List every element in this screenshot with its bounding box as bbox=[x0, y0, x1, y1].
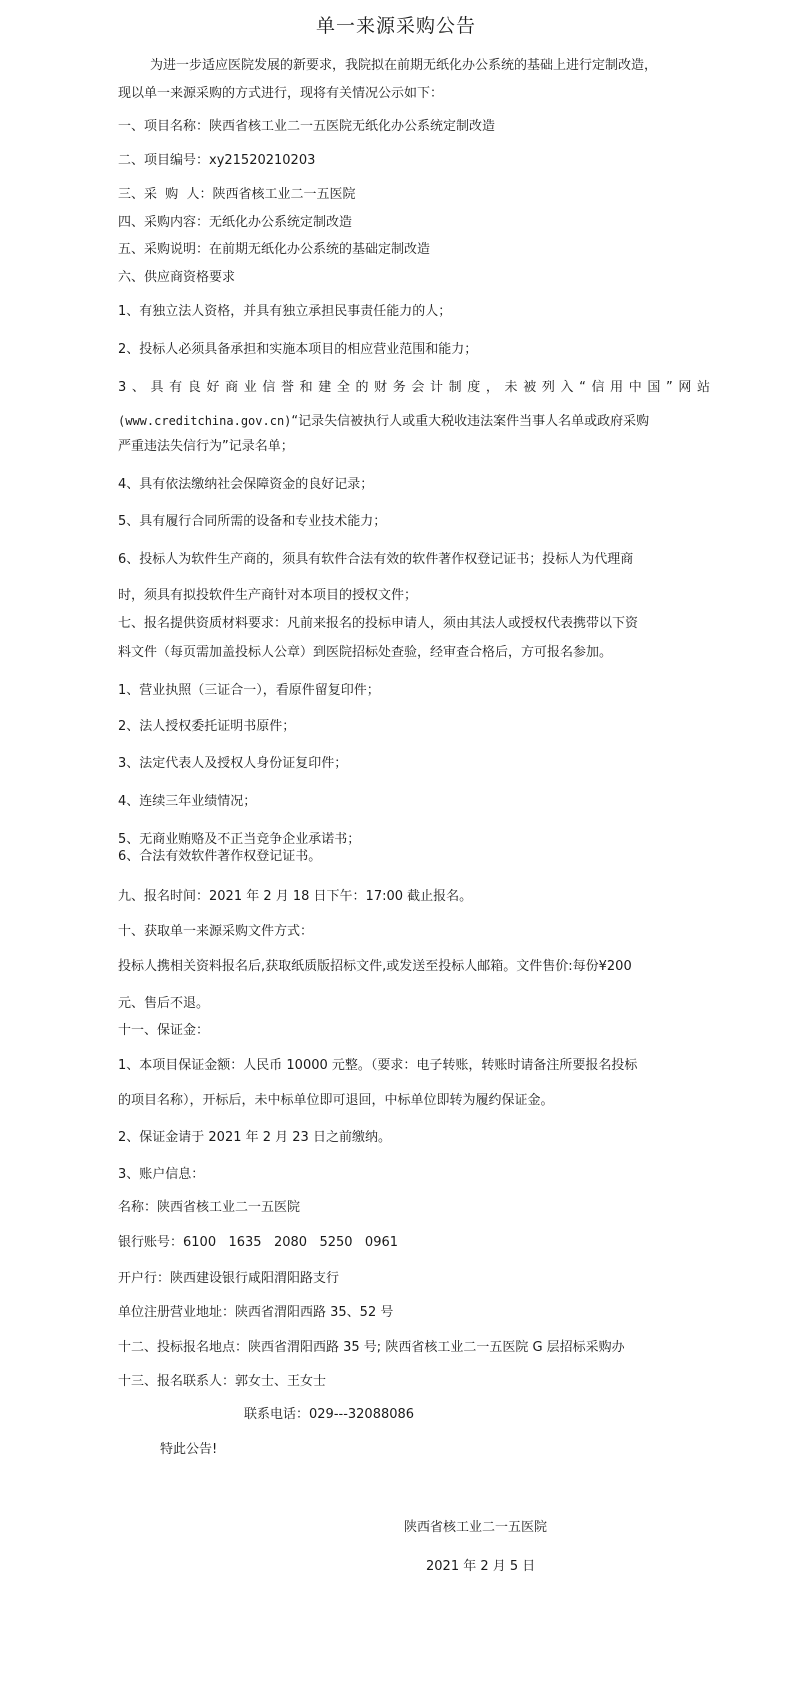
qualification-6-line-1: 6、投标人为软件生产商的，须具有软件合法有效的软件著作权登记证书；投标人为代理商 bbox=[118, 552, 634, 567]
deposit-1-line-1: 1、本项目保证金额：人民币 10000 元整。（要求：电子转账，转账时请备注所要报名投标 bbox=[118, 1058, 638, 1073]
docs-line-2: 元、售后不退。 bbox=[118, 996, 210, 1011]
closing-text: 特此公告! bbox=[160, 1442, 218, 1457]
registration-doc-5: 5、无商业贿赂及不正当竞争企业承诺书； bbox=[118, 832, 361, 847]
qualification-4: 4、具有依法缴纳社会保障资金的良好记录； bbox=[118, 477, 374, 492]
account-address: 单位注册营业地址：陕西省渭阳西路 35、52 号 bbox=[118, 1305, 394, 1320]
item-purchaser: 三、采 购 人：陕西省核工业二一五医院 bbox=[118, 187, 356, 202]
docs-heading: 十、获取单一来源采购文件方式： bbox=[118, 924, 314, 939]
qualification-1: 1、有独立法人资格，并具有独立承担民事责任能力的人； bbox=[118, 304, 452, 319]
item-project-name: 一、项目名称：陕西省核工业二一五医院无纸化办公系统定制改造 bbox=[118, 119, 496, 134]
page-title: 单一来源采购公告 bbox=[315, 15, 476, 37]
qualification-6-line-2: 时，须具有拟投软件生产商针对本项目的授权文件； bbox=[118, 588, 418, 603]
registration-heading-line-2: 料文件（每页需加盖投标人公章）到医院招标处查验，经审查合格后，方可报名参加。 bbox=[118, 645, 613, 660]
item-qualification-heading: 六、供应商资格要求 bbox=[118, 270, 236, 285]
registration-time: 九、报名时间：2021 年 2 月 18 日下午：17:00 截止报名。 bbox=[118, 889, 473, 904]
deposit-1-line-2: 的项目名称），开标后，未中标单位即可退回，中标单位即转为履约保证金。 bbox=[118, 1093, 554, 1108]
item-content: 四、采购内容：无纸化办公系统定制改造 bbox=[118, 215, 353, 230]
intro-line-2: 现以单一来源采购的方式进行，现将有关情况公示如下： bbox=[118, 86, 444, 101]
item-description: 五、采购说明：在前期无纸化办公系统的基础定制改造 bbox=[118, 242, 431, 257]
registration-location: 十二、投标报名地点：陕西省渭阳西路 35 号; 陕西省核工业二一五医院 G 层招标采购办 bbox=[118, 1340, 625, 1355]
contact-heading: 十三、报名联系人：郭女士、王女士 bbox=[118, 1374, 327, 1389]
signature-date: 2021 年 2 月 5 日 bbox=[426, 1559, 536, 1574]
signature-org: 陕西省核工业二一五医院 bbox=[404, 1520, 548, 1535]
deposit-3: 3、账户信息： bbox=[118, 1167, 205, 1182]
registration-doc-4: 4、连续三年业绩情况； bbox=[118, 794, 257, 809]
registration-doc-3: 3、法定代表人及授权人身份证复印件； bbox=[118, 756, 348, 771]
account-bank: 开户行：陕西建设银行咸阳渭阳路支行 bbox=[118, 1271, 340, 1286]
creditchina-url: (www.creditchina.gov.cn) bbox=[118, 414, 292, 428]
account-name: 名称：陕西省核工业二一五医院 bbox=[118, 1200, 301, 1215]
qualification-5: 5、具有履行合同所需的设备和专业技术能力； bbox=[118, 514, 387, 529]
registration-heading-line-1: 七、报名提供资质材料要求：凡前来报名的投标申请人，须由其法人或授权代表携带以下资 bbox=[118, 616, 639, 631]
qualification-3-line-3: 严重违法失信行为”记录名单； bbox=[118, 439, 294, 454]
docs-line-1: 投标人携相关资料报名后,获取纸质版招标文件,或发送至投标人邮箱。文件售价:每份¥200 bbox=[118, 959, 632, 974]
item-project-number: 二、项目编号：xy21520210203 bbox=[118, 153, 316, 168]
qualification-3-line-1: 3、具有良好商业信誉和建全的财务会计制度，未被列入“信用中国”网站 bbox=[118, 380, 710, 395]
registration-doc-2: 2、法人授权委托证明书原件； bbox=[118, 719, 296, 734]
deposit-2: 2、保证金请于 2021 年 2 月 23 日之前缴纳。 bbox=[118, 1130, 391, 1145]
qualification-3-line-2: (www.creditchina.gov.cn)“记录失信被执行人或重大税收违法案件当事人名单或政府采购 bbox=[118, 414, 650, 429]
registration-doc-1: 1、营业执照（三证合一），看原件留复印件； bbox=[118, 683, 380, 698]
intro-line-1: 为进一步适应医院发展的新要求，我院拟在前期无纸化办公系统的基础上进行定制改造， bbox=[150, 58, 658, 73]
deposit-heading: 十一、保证金： bbox=[118, 1023, 210, 1038]
qualification-2: 2、投标人必须具备承担和实施本项目的相应营业范围和能力； bbox=[118, 342, 478, 357]
registration-doc-6: 6、合法有效软件著作权登记证书。 bbox=[118, 849, 322, 864]
contact-phone: 联系电话：029---32088086 bbox=[244, 1407, 415, 1422]
account-number: 银行账号：6100 1635 2080 5250 0961 bbox=[118, 1235, 399, 1250]
